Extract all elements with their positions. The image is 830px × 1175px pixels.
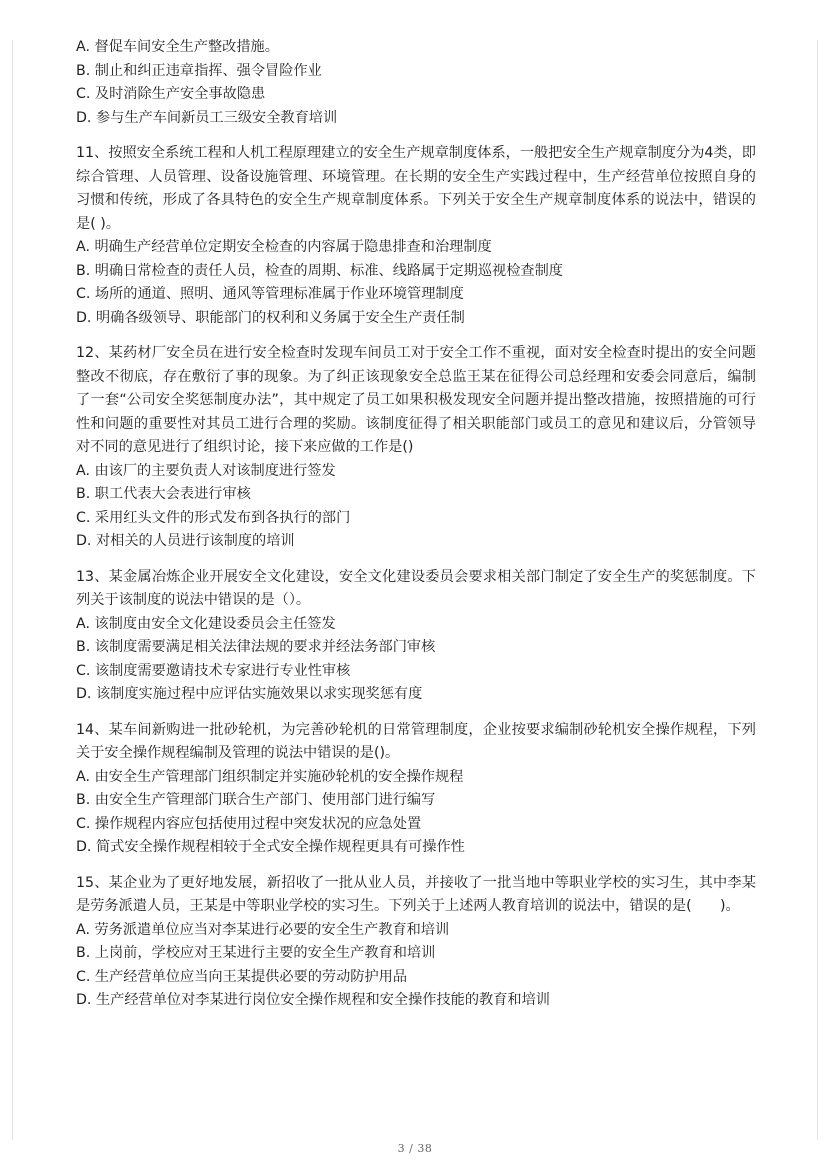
question-stem: 11、按照安全系统工程和人机工程原理建立的安全生产规章制度体系，一般把安全生产规章制度分为4类，即综合管理、人员管理、设备设施管理、环境管理。在长期的安全生产实践过程中，生产经营单位按照自身的习惯和传统，形成了各具特色的安全生产规章制度体系。下列关于安全生产规章制度体系的说法中，错误的是( )。 — [76, 145, 756, 232]
option-c: C. 操作规程内容应包括使用过程中突发状况的应急处置 — [76, 815, 422, 832]
question-stem: 14、某车间新购进一批砂轮机，为完善砂轮机的日常管理制度，企业按要求编制砂轮机安全操作规程，下列关于安全操作规程编制及管理的说法中错误的是()。 — [76, 721, 756, 761]
option-d: D. 对相关的人员进行该制度的培训 — [76, 533, 295, 549]
option-b: B. 明确日常检查的责任人员，检查的周期、标准、线路属于定期巡视检查制度 — [76, 262, 563, 279]
option-c: C. 该制度需要邀请技术专家进行专业性审核 — [76, 662, 351, 679]
option-a: A. 劳务派遣单位应当对李某进行必要的安全生产教育和培训 — [76, 921, 450, 938]
option-c: C. 生产经营单位应当向王某提供必要的劳动防护用品 — [76, 968, 408, 985]
option-b: B. 该制度需要满足相关法律法规的要求并经法务部门审核 — [76, 639, 436, 655]
question-13 — [76, 566, 756, 707]
option-a: A. 由该厂的主要负责人对该制度进行签发 — [76, 462, 336, 479]
option-b: B. 上岗前，学校应对王某进行主要的安全生产教育和培训 — [76, 945, 436, 961]
option-b: B. 制止和纠正违章指挥、强令冒险作业 — [76, 62, 322, 79]
option-b: B. 由安全生产管理部门联合生产部门、使用部门进行编写 — [76, 792, 436, 808]
page-number: 3 / 38 — [397, 1142, 433, 1155]
option-a: A. 督促车间安全生产整改措施。 — [76, 39, 279, 55]
option-d: D. 简式安全操作规程相较于全式安全操作规程更具有可操作性 — [76, 839, 465, 855]
option-c: C. 采用红头文件的形式发布到各执行的部门 — [76, 509, 351, 526]
question-15 — [76, 872, 756, 1013]
leading-options — [76, 36, 756, 130]
option-b: B. 职工代表大会表进行审核 — [76, 486, 251, 502]
option-c: C. 场所的通道、照明、通风等管理标准属于作业环境管理制度 — [76, 286, 464, 302]
page-content — [76, 36, 756, 1013]
question-stem: 12、某药材厂安全员在进行安全检查时发现车间员工对于安全工作不重视，面对安全检查时提出的安全问题整改不彻底，存在敷衍了事的现象。为了纠正该现象安全总监王某在征得公司总经理和安委会同意后，编制了一套“公司安全奖惩制度办法”，其中规定了员工如果积极发现安全问题并提出整改措施，按照措施的可行性和问题的重要性对其员工进行合理的奖励。该制度征得了相关职能部门或员工的意见和建议后，分管领导对不同的意见进行了组织讨论，接下来应做的工作是() — [76, 345, 756, 455]
option-c: C. 及时消除生产安全事故隐患 — [76, 86, 266, 102]
option-a: A. 该制度由安全文化建设委员会主任签发 — [76, 615, 336, 632]
option-a: A. 由安全生产管理部门组织制定并实施砂轮机的安全操作规程 — [76, 768, 464, 785]
question-stem: 15、某企业为了更好地发展，新招收了一批从业人员，并接收了一批当地中等职业学校的实习生，其中李某是劳务派遣人员，王某是中等职业学校的实习生。下列关于上述两人教育培训的说法中，错误的是( )。 — [76, 874, 756, 914]
option-d: D. 参与生产车间新员工三级安全教育培训 — [76, 109, 338, 126]
page-right-border — [817, 40, 818, 1140]
page-left-border — [12, 40, 13, 1140]
option-d: D. 明确各级领导、职能部门的权利和义务属于安全生产责任制 — [76, 309, 465, 326]
option-d: D. 该制度实施过程中应评估实施效果以求实现奖惩有度 — [76, 686, 423, 702]
question-14 — [76, 719, 756, 860]
question-11 — [76, 142, 756, 330]
option-a: A. 明确生产经营单位定期安全检查的内容属于隐患排查和治理制度 — [76, 239, 492, 255]
question-stem: 13、某金属冶炼企业开展安全文化建设，安全文化建设委员会要求相关部门制定了安全生产的奖惩制度。下列关于该制度的说法中错误的是（）。 — [76, 568, 756, 608]
question-12 — [76, 342, 756, 554]
option-d: D. 生产经营单位对李某进行岗位安全操作规程和安全操作技能的教育和培训 — [76, 992, 550, 1008]
